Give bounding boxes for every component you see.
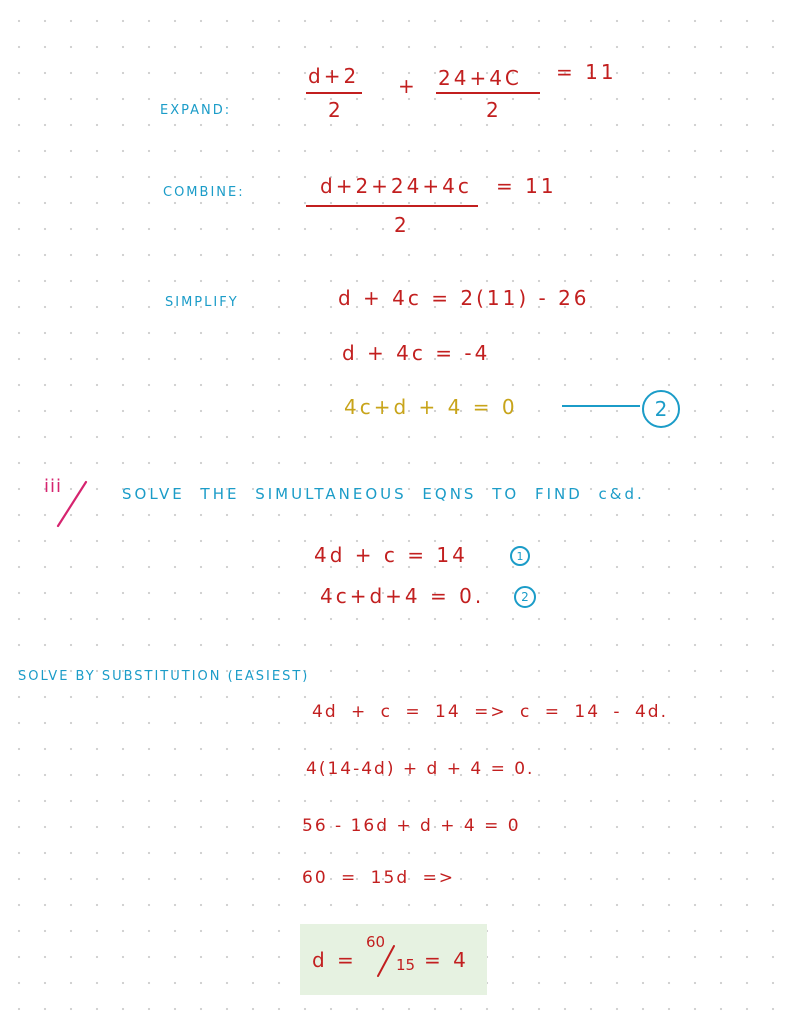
expand-plus-sign: + <box>398 74 418 98</box>
expand-frac2-numerator: 24+4C <box>438 66 522 90</box>
system-equation-2: 4c+d+4 = 0. <box>320 584 485 608</box>
part-iii-numeral: iii <box>44 476 63 497</box>
combine-fraction-bar <box>306 205 478 207</box>
substitution-line-1: 4d + c = 14 => c = 14 - 4d. <box>312 702 668 722</box>
combine-denominator: 2 <box>394 213 410 237</box>
answer-lhs: d = <box>312 948 357 972</box>
combine-rhs: = 11 <box>496 174 557 198</box>
expand-label: EXPAND: <box>160 103 232 118</box>
answer-denominator: 15 <box>396 956 416 974</box>
substitution-line-3: 56 - 16d + d + 4 = 0 <box>302 816 521 836</box>
simplify-label: SIMPLIFY <box>165 295 239 310</box>
simplify-line-2: d + 4c = -4 <box>342 341 491 365</box>
answer-numerator: 60 <box>366 933 386 951</box>
equation-1-circle: 1 <box>510 546 530 566</box>
simplify-line-3: 4c+d + 4 = 0 <box>344 395 518 419</box>
expand-rhs: = 11 <box>556 60 617 84</box>
combine-label: COMBINE: <box>163 185 245 200</box>
answer-fraction-slash <box>374 944 398 978</box>
expand-frac1-bar <box>306 92 362 94</box>
expand-frac2-denominator: 2 <box>486 98 502 122</box>
substitution-line-4: 60 = 15d => <box>302 868 455 888</box>
answer-result: = 4 <box>424 948 469 972</box>
equation-pointer-line <box>562 405 640 407</box>
expand-frac2-bar <box>436 92 540 94</box>
part-iii-instruction: SOLVE THE SIMULTANEOUS EQNS TO FIND c&d. <box>122 485 645 503</box>
expand-frac1-denominator: 2 <box>328 98 344 122</box>
combine-numerator: d+2+24+4c <box>320 174 472 198</box>
part-iii-slash <box>52 478 92 530</box>
substitution-line-2: 4(14-4d) + d + 4 = 0. <box>306 759 535 779</box>
simplify-line-1: d + 4c = 2(11) - 26 <box>338 286 590 310</box>
equation-number-circle: 2 <box>642 390 680 428</box>
system-equation-1: 4d + c = 14 <box>314 543 468 567</box>
substitution-heading: SOLVE BY SUBSTITUTION (EASIEST) <box>18 669 310 684</box>
expand-frac1-numerator: d+2 <box>308 64 360 88</box>
equation-2-circle: 2 <box>514 586 536 608</box>
